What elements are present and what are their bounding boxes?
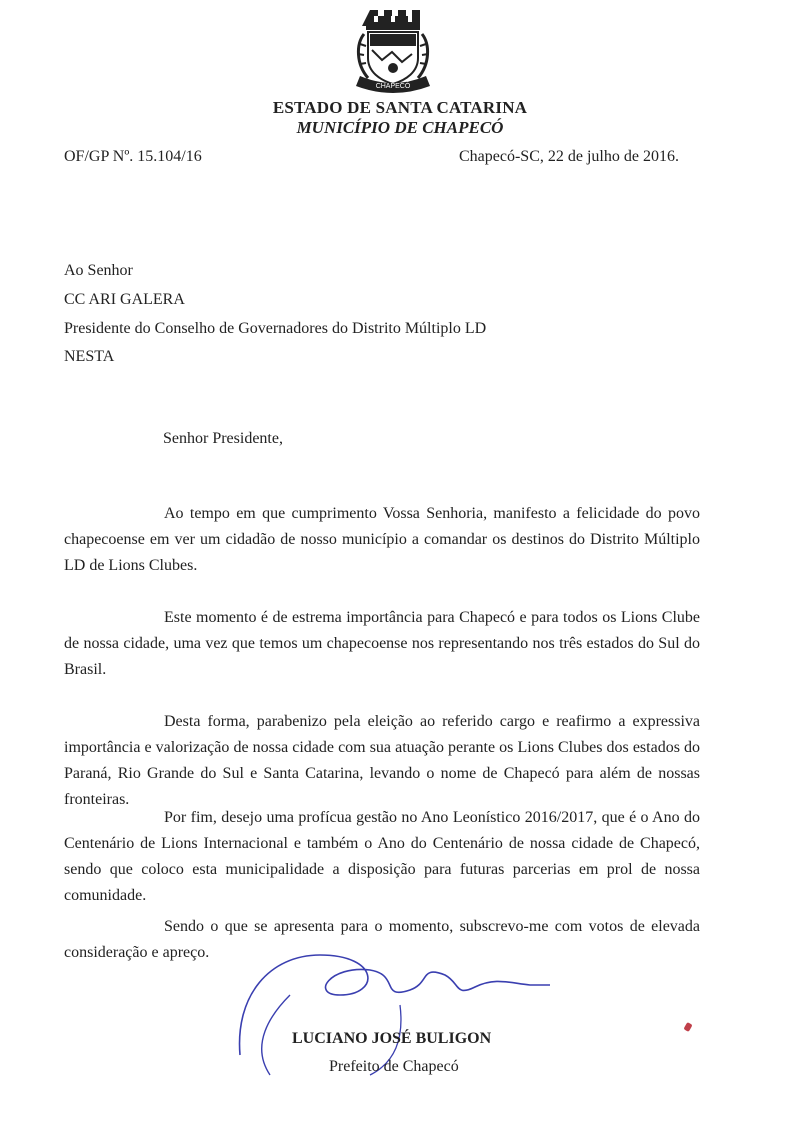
body-paragraph: Por fim, desejo uma profícua gestão no Ano Leonístico 2016/2017, que é o Ano do Centenário de Lions Internacional e também o Ano do Centenário de nossa cidade de Chapecó, sendo que coloco esta municipalidade a disposição para futuras parcerias em prol de nossa comunidade. xyxy=(64,809,700,904)
municipality-heading: MUNICÍPIO DE CHAPECÓ xyxy=(296,118,504,137)
signatory-name: LUCIANO JOSÉ BULIGON xyxy=(292,1030,492,1047)
state-heading: ESTADO DE SANTA CATARINA xyxy=(272,98,528,117)
body-paragraph: Sendo o que se apresenta para o momento, subscrevo-me com votos de elevada consideração e apreço. xyxy=(64,918,700,961)
signatory-title: Prefeito de Chapecó xyxy=(329,1058,459,1075)
ink-spot xyxy=(683,1022,692,1032)
document-reference: OF/GP Nº. 15.104/16 xyxy=(64,148,202,165)
document-date: Chapecó-SC, 22 de julho de 2016. xyxy=(459,148,679,165)
address-line: Presidente do Conselho de Governadores do Distrito Múltiplo LD xyxy=(64,320,487,337)
address-line: Ao Senhor xyxy=(64,262,133,279)
address-line: CC ARI GALERA xyxy=(64,291,185,308)
crest-text: CHAPECÓ xyxy=(375,83,411,90)
salutation: Senhor Presidente, xyxy=(163,430,283,447)
chapeco-coat-of-arms-icon xyxy=(348,4,438,98)
body-paragraph: Ao tempo em que cumprimento Vossa Senhoria, manifesto a felicidade do povo chapecoense em ver um cidadão de nosso município a comandar os destinos do Distrito Múltiplo LD de Lions Clubes. xyxy=(64,505,700,574)
body-paragraph: Este momento é de estrema importância para Chapecó e para todos os Lions Clube de nossa cidade, uma vez que temos um chapecoense nos representando nos três estados do Sul do Brasil. xyxy=(64,609,700,678)
address-line: NESTA xyxy=(64,348,115,365)
body-paragraph: Desta forma, parabenizo pela eleição ao referido cargo e reafirmo a expressiva importância e valorização de nossa cidade com sua atuação perante os Lions Clubes dos estados do Paraná, Rio Grande do Sul e Santa Catarina, levando o nome de Chapecó para além de nossas fronteiras. xyxy=(64,713,700,808)
